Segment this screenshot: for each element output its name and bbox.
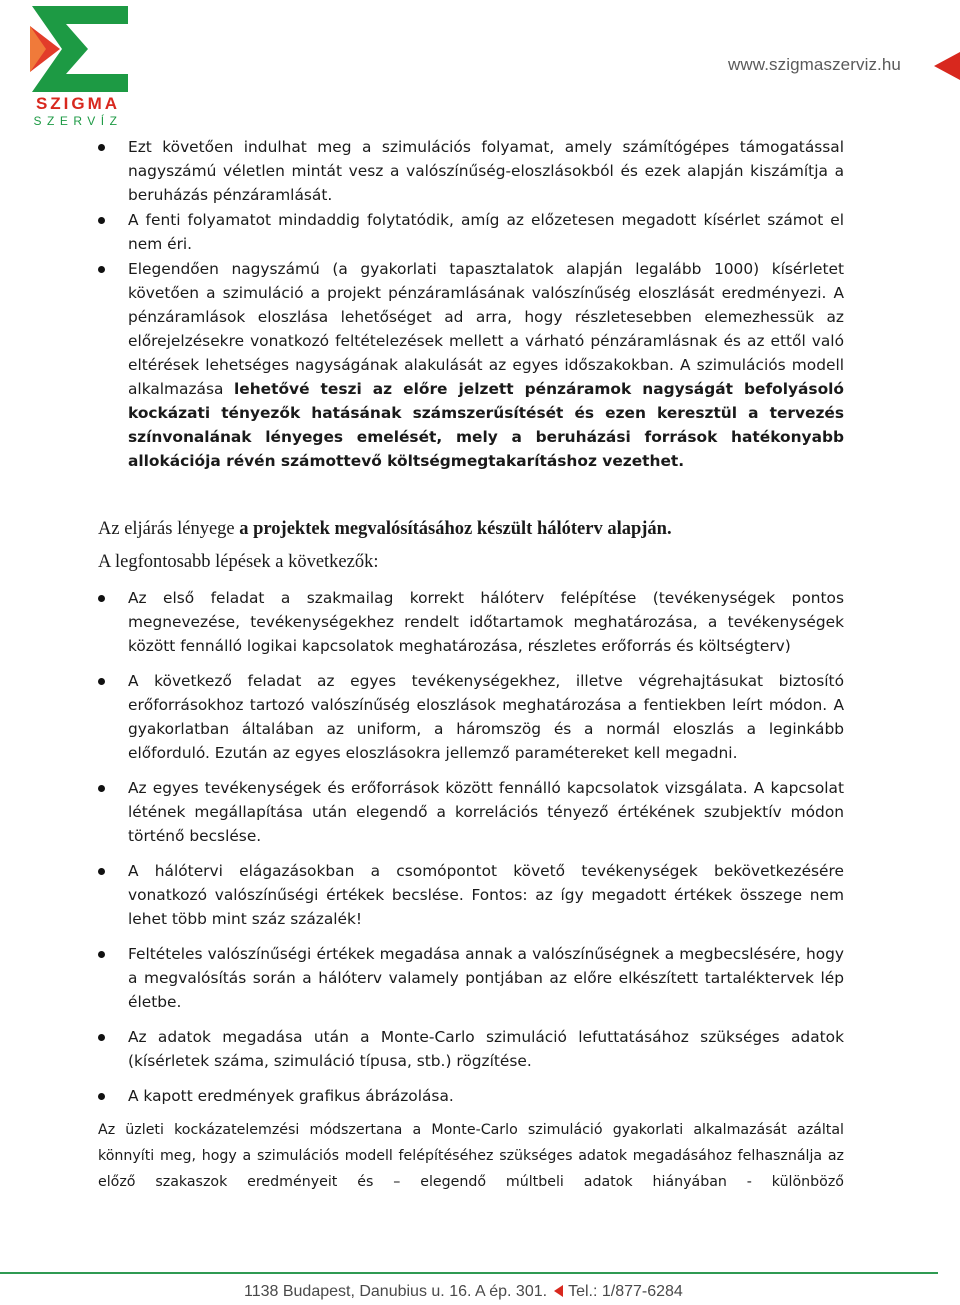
bullet-icon: [98, 1034, 105, 1041]
list-item: [98, 135, 844, 207]
list-item-text: Az adatok megadása után a Monte-Carlo szimuláció lefuttatásához szükséges adatok (kísérletek száma, szimuláció típusa, stb.) rögzítése.: [128, 1028, 844, 1070]
heading-normal-text: Az eljárás lényege: [98, 519, 240, 539]
section-heading: [98, 517, 844, 541]
red-arrow-icon: [930, 50, 960, 82]
list-item: [98, 942, 844, 1014]
list-item-text: Az első feladat a szakmailag korrekt hálóterv felépítése (tevékenységek pontos megnevezése, tevékenységekhez rendelt időtartamok meghatározása, a tevékenységek között fennálló logikai kapcsolatok meghatározása, részletes erőforrás és költségterv): [128, 589, 844, 655]
bullet-icon: [98, 1093, 105, 1100]
bullet-icon: [98, 785, 105, 792]
list-item: [98, 776, 844, 848]
list-item: [98, 586, 844, 658]
footer-phone: Tel.: 1/877-6284: [568, 1283, 683, 1300]
bullet-icon: [98, 678, 105, 685]
footer-address: 1138 Budapest, Danubius u. 16. A ép. 301.: [244, 1283, 548, 1300]
list-item: [98, 1084, 844, 1108]
steps-intro: A legfontosabb lépések a következők:: [98, 552, 379, 572]
list-item-text: Az egyes tevékenységek és erőforrások között fennálló kapcsolatok vizsgálata. A kapcsolat létének megállapítása után elegendő a korrelációs tényező értékének szubjektív módon történő becslése.: [128, 779, 844, 845]
list-item: [98, 208, 844, 256]
logo-subtitle: SZERVÍZ: [33, 114, 123, 128]
list-item: [98, 1025, 844, 1073]
list-item: [98, 257, 844, 473]
list-item-text: A kapott eredmények grafikus ábrázolása.: [128, 1087, 454, 1105]
website-url[interactable]: www.szigmaszerviz.hu: [728, 55, 901, 74]
list-item-text: Elegendően nagyszámú (a gyakorlati tapasztalatok alapján legalább 1000) kísérletet követően a szimuláció a projekt pénzáramlásának valószínűség eloszlását eredményezi. A pénzáramlások eloszlása lehetőséget ad arra, hogy részletesebben elemezhessük az előrejelzésekre vonatkozó feltételezések mellett a várható pénzáramlásnak és az ettől való eltérések lehetséges nagyságának alakulását az egyes időszakokban. A szimulációs modell alkalmazása: [128, 260, 844, 398]
company-logo: [22, 6, 132, 128]
bullet-icon: [98, 266, 105, 273]
list-item-text: A fenti folyamatot mindaddig folytatódik, amíg az előzetesen megadott kísérlet számot el nem éri.: [128, 211, 844, 253]
list-item-text: Feltételes valószínűségi értékek megadása annak a valószínűségnek a megbecslésére, hogy a megvalósítás során a hálóterv valamely pontjában az előre elkészített tartaléktervek lép életbe.: [128, 945, 844, 1011]
bold-text: lehetővé teszi az előre jelzett pénzáramok nagyságát befolyásoló kockázati tényezők hatásának számszerűsítését és ezen keresztül a tervezés színvonalának lényeges emelését, mely a beruházási források hatékonyabb allokációja révén számottevő költségmegtakarításhoz vezethet.: [128, 380, 844, 470]
bullet-icon: [98, 868, 105, 875]
red-arrow-separator-icon: [554, 1285, 563, 1297]
sigma-logo-icon: [22, 6, 132, 92]
bullet-icon: [98, 951, 105, 958]
bullet-icon: [98, 595, 105, 602]
bullet-list-steps: [98, 586, 844, 1108]
footer-contact: [244, 1283, 683, 1301]
bullet-list-simulation: [98, 135, 844, 473]
list-item: [98, 669, 844, 765]
footer-divider: [0, 1272, 938, 1274]
closing-paragraph: Az üzleti kockázatelemzési módszertana a Monte-Carlo szimuláció gyakorlati alkalmazását azáltal könnyíti meg, hogy a szimulációs modell felépítéséhez szükséges adatok megadásához felhasználja az előző szakaszok eredményeit és – elegendő múltbeli adatok hiányában - különböző: [98, 1122, 844, 1190]
document-body: [98, 135, 844, 1195]
list-item-text: Ezt követően indulhat meg a szimulációs folyamat, amely számítógépes támogatással nagyszámú véletlen mintát vesz a valószínűség-eloszlásokból és ezek alapján kiszámítja a beruházás pénzáramlását.: [128, 138, 844, 204]
heading-bold-text: a projektek megvalósításához készült hálóterv alapján.: [239, 519, 672, 539]
bullet-icon: [98, 217, 105, 224]
list-item: [98, 859, 844, 931]
list-item-text: A hálótervi elágazásokban a csomópontot követő tevékenységek bekövetkezésére vonatkozó valószínűségi értékek becslése. Fontos: az így megadott értékek összege nem lehet több mint száz százalék!: [128, 862, 844, 928]
bullet-icon: [98, 144, 105, 151]
list-item-text: A következő feladat az egyes tevékenységekhez, illetve végrehajtásukat biztosító erőforrásokhoz tartozó valószínűség eloszlások meghatározása a fentiekben leírt módon. A gyakorlatban általában az uniform, a háromszög és a normál eloszlás a leginkább előforduló. Ezután az egyes eloszlásokra jellemző paramétereket kell megadni.: [128, 672, 844, 762]
logo-name: SZIGMA: [35, 94, 121, 113]
